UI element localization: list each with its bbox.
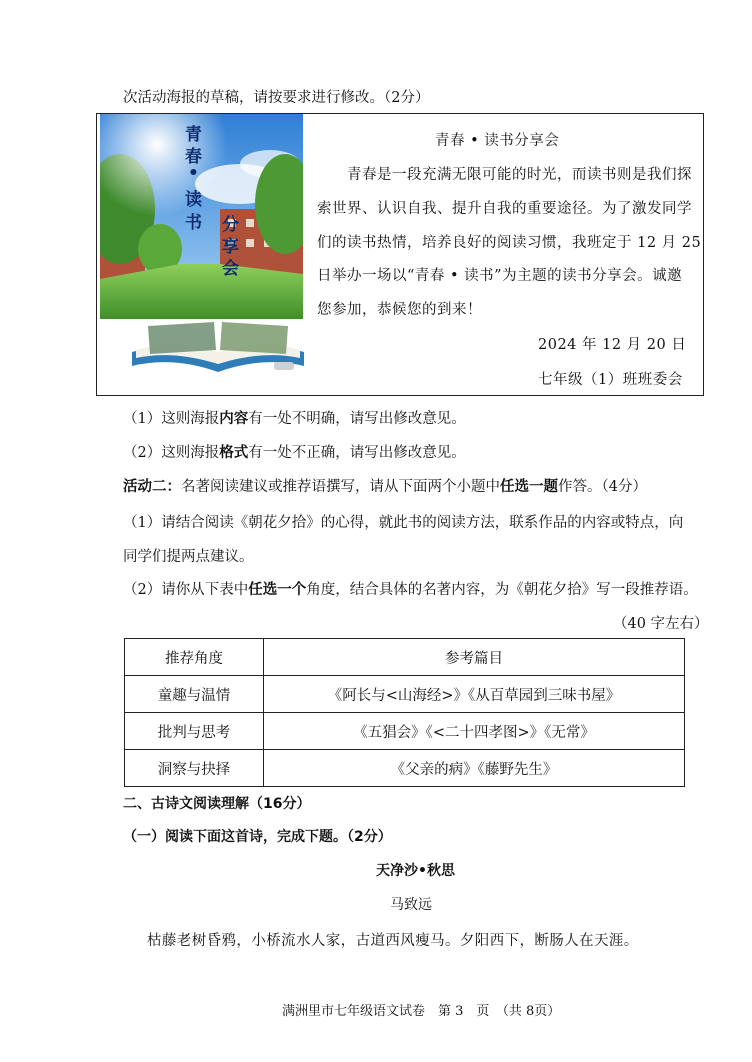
- table-cell: 批判与思考: [125, 713, 264, 750]
- poster-title-char: •: [188, 163, 199, 183]
- poster-body-line: 们的读书热情，培养良好的阅读习惯，我班定于 12 月 25: [317, 235, 702, 251]
- table-row: [125, 713, 685, 750]
- poster-title: 青春 • 读书分享会: [435, 133, 560, 149]
- poster-signature: 七年级（1）班班委会: [538, 372, 683, 388]
- poster-body-line: 索世界、认识自我、提升自我的重要途径。为了激发同学: [317, 201, 692, 217]
- table-row: [125, 750, 685, 787]
- activity-2-q1-line2: 同学们提两点建议。: [123, 549, 254, 565]
- table-row: [125, 676, 685, 713]
- table-cell: 童趣与温情: [125, 676, 264, 713]
- question-1: （1）这则海报内容有一处不明确，请写出修改意见。: [123, 410, 466, 427]
- poster-title-char: 读: [185, 190, 202, 210]
- table-header: 参考篇目: [264, 639, 685, 676]
- poster-body-line: 日举办一场以“青春 • 读书”为主题的读书分享会。诚邀: [317, 268, 683, 284]
- activity-2-heading: 活动二：名著阅读建议或推荐语撰写，请从下面两个小题中任选一题作答。（4分）: [123, 478, 647, 495]
- poster-title-char: 青: [185, 125, 202, 145]
- question-2: （2）这则海报格式有一处不正确，请写出修改意见。: [123, 444, 466, 461]
- poster-title-char: 春: [185, 147, 202, 167]
- poem-author: 马致远: [390, 897, 432, 913]
- table-header: 推荐角度: [125, 639, 264, 676]
- recommendation-table: [124, 638, 685, 787]
- table-cell: 《五猖会》《<二十四孝图>》《无常》: [264, 713, 685, 750]
- poem-text: 枯藤老树昏鸦，小桥流水人家，古道西风瘦马。夕阳西下，断肠人在天涯。: [147, 933, 639, 949]
- table-cell: 《父亲的病》《藤野先生》: [264, 750, 685, 787]
- poster-title-char: 书: [185, 213, 202, 233]
- section-2-heading: 二、古诗文阅读理解（16分）: [123, 796, 311, 812]
- table-cell: 洞察与抉择: [125, 750, 264, 787]
- subsection-1-heading: （一）阅读下面这首诗，完成下题。（2分）: [123, 829, 392, 845]
- poster-date: 2024 年 12 月 20 日: [538, 337, 687, 353]
- page-footer: 满洲里市七年级语文试卷 第 3 页 （共 8页）: [282, 1004, 561, 1019]
- poster-title-char: 会: [222, 259, 239, 279]
- poster-body-line: 您参加，恭候您的到来！: [317, 302, 482, 318]
- book-image: [128, 316, 308, 376]
- table-cell: 《阿长与<山海经>》《从百草园到三味书屋》: [264, 676, 685, 713]
- poster-body-line: 青春是一段充满无限可能的时光，而读书则是我们探: [347, 167, 692, 183]
- poster-title-char: 分: [222, 215, 239, 235]
- poem-title: 天净沙•秋思: [376, 863, 455, 879]
- word-limit: （40 字左右）: [613, 616, 709, 632]
- table-header-row: [125, 639, 685, 676]
- intro-text: 次活动海报的草稿，请按要求进行修改。（2分）: [123, 90, 430, 106]
- activity-2-q2: （2）请你从下表中任选一个角度，结合具体的名著内容，为《朝花夕拾》写一段推荐语。: [123, 581, 698, 598]
- poster-title-char: 享: [222, 237, 239, 257]
- activity-2-q1-line1: （1）请结合阅读《朝花夕拾》的心得，就此书的阅读方法，联系作品的内容或特点，向: [123, 515, 684, 531]
